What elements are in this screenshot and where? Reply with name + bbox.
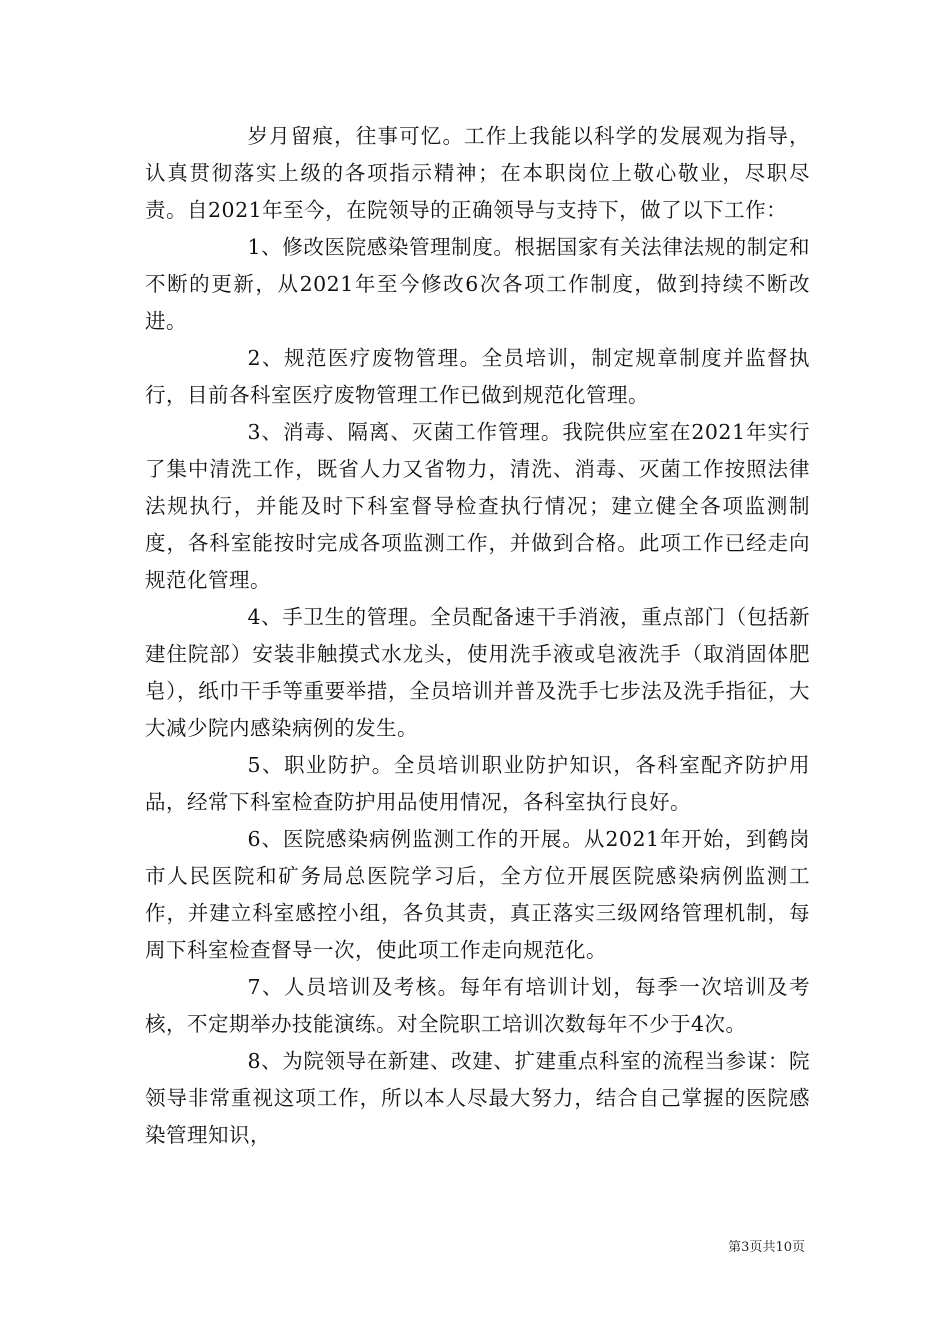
item-5-paragraph: 5、职业防护。全员培训职业防护知识，各科室配齐防护用品，经常下科室检查防护用品使用情况，各科室执行良好。 — [145, 753, 810, 814]
item-7-paragraph: 7、人员培训及考核。每年有培训计划，每季一次培训及考核，不定期举办技能演练。对全院职工培训次数每年不少于4次。 — [145, 975, 810, 1036]
item-3-paragraph: 3、消毒、隔离、灭菌工作管理。我院供应室在2021年实行了集中清洗工作，既省人力又省物力，清洗、消毒、灭菌工作按照法律法规执行，并能及时下科室督导检查执行情况；建立健全各项监测制度，各科室能按时完成各项监测工作，并做到合格。此项工作已经走向规范化管理。 — [145, 420, 810, 592]
document-body — [145, 118, 810, 1154]
intro-paragraph: 岁月留痕，往事可忆。工作上我能以科学的发展观为指导，认真贯彻落实上级的各项指示精神；在本职岗位上敬心敬业，尽职尽责。自2021年至今，在院领导的正确领导与支持下，做了以下工作： — [145, 124, 810, 222]
page-number-footer: 第3页共10页 — [728, 1240, 805, 1255]
item-8-paragraph: 8、为院领导在新建、改建、扩建重点科室的流程当参谋：院领导非常重视这项工作，所以本人尽最大努力，结合自己掌握的医院感染管理知识， — [145, 1049, 810, 1147]
item-6-paragraph: 6、医院感染病例监测工作的开展。从2021年开始，到鹤岗市人民医院和矿务局总医院学习后，全方位开展医院感染病例监测工作，并建立科室感控小组，各负其责，真正落实三级网络管理机制，每周下科室检查督导一次，使此项工作走向规范化。 — [145, 827, 810, 962]
item-1-paragraph: 1、修改医院感染管理制度。根据国家有关法律法规的制定和不断的更新，从2021年至今修改6次各项工作制度，做到持续不断改进。 — [145, 235, 810, 333]
item-4-paragraph: 4、手卫生的管理。全员配备速干手消液，重点部门（包括新建住院部）安装非触摸式水龙头，使用洗手液或皂液洗手（取消固体肥皂），纸巾干手等重要举措，全员培训并普及洗手七步法及洗手指征，大大减少院内感染病例的发生。 — [145, 605, 810, 740]
item-2-paragraph: 2、规范医疗废物管理。全员培训，制定规章制度并监督执行，目前各科室医疗废物管理工作已做到规范化管理。 — [145, 346, 810, 407]
